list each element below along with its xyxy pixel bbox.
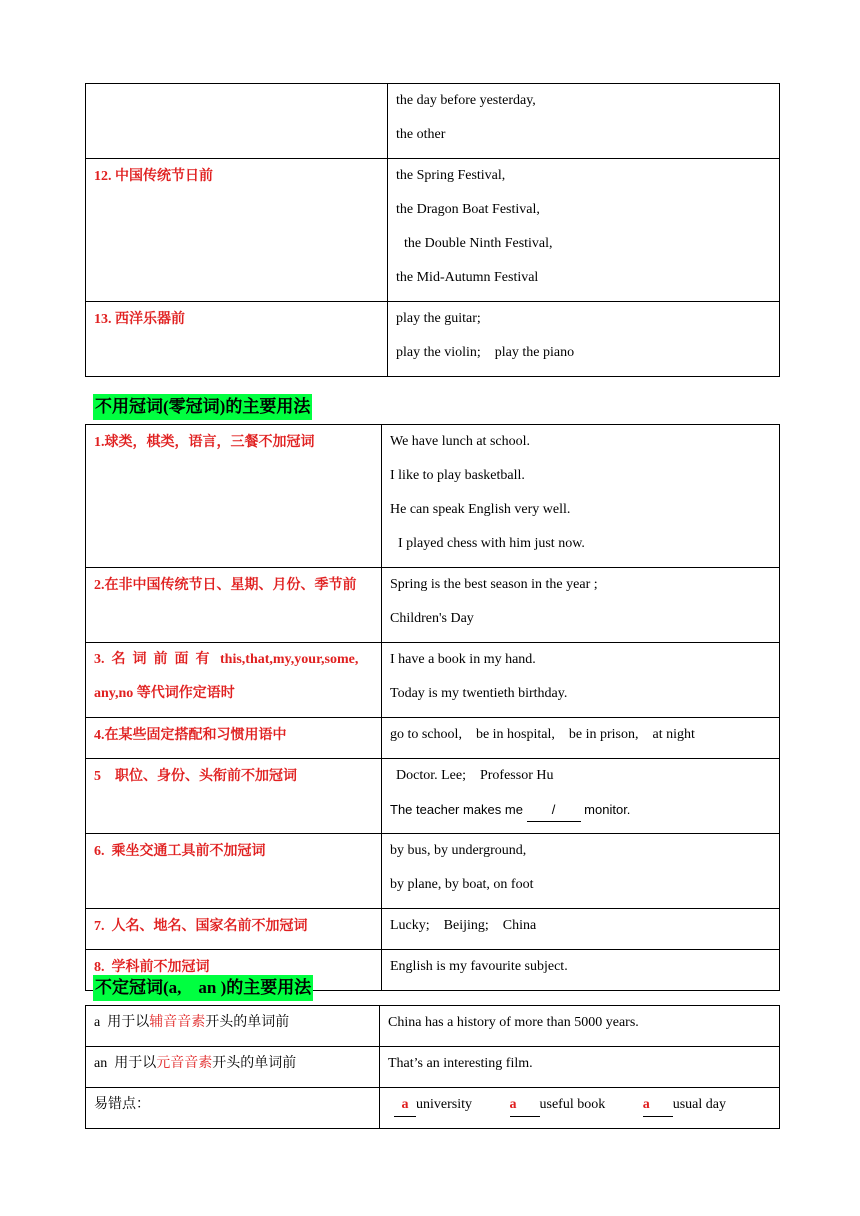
row-label: 1.球类，棋类，语言，三餐不加冠词 <box>86 425 382 568</box>
answer-blank: / <box>527 799 581 822</box>
example-line: Children's Day <box>390 611 474 626</box>
table-row <box>86 1006 780 1047</box>
row-examples <box>388 84 780 159</box>
row-label: 8. 学科前不加冠词 <box>86 950 382 991</box>
row-label <box>86 1088 380 1129</box>
example-line: the Dragon Boat Festival, <box>396 202 540 217</box>
row-label <box>86 643 382 718</box>
label-line: 3. 名 词 前 面 有 this,that,my,your,some, <box>94 652 359 667</box>
table-row <box>86 643 780 718</box>
table-row <box>86 84 780 159</box>
row-examples <box>380 1088 780 1129</box>
label-text: 开头的单词前 <box>212 1056 297 1071</box>
example-line: I like to play basketball. <box>390 468 525 483</box>
label-highlight: 元音音素 <box>156 1056 213 1071</box>
example-line: Today is my twentieth birthday. <box>390 686 568 701</box>
blank-word: useful book <box>539 1097 606 1112</box>
example-line: play the violin; play the piano <box>396 345 575 360</box>
example-line: We have lunch at school. <box>390 434 530 449</box>
row-examples <box>382 759 780 834</box>
label-line: any,no 等代词作定语时 <box>94 686 235 701</box>
row-label <box>86 84 388 159</box>
sentence-text: monitor. <box>580 802 631 817</box>
sentence-text: The teacher makes me <box>390 802 527 817</box>
table-articles-continued <box>85 83 780 377</box>
blank-item <box>510 1094 606 1117</box>
row-examples <box>382 643 780 718</box>
row-label <box>86 1047 380 1088</box>
example-line: the Mid-Autumn Festival <box>396 270 539 285</box>
example-line: play the guitar; <box>396 311 481 326</box>
row-examples <box>382 834 780 909</box>
example-line: I played chess with him just now. <box>398 536 585 551</box>
row-examples <box>382 425 780 568</box>
row-label: 4.在某些固定搭配和习惯用语中 <box>86 718 382 759</box>
example-line: He can speak English very well. <box>390 502 571 517</box>
label-text: 开头的单词前 <box>205 1015 290 1030</box>
example-line: China has a history of more than 5000 years. <box>388 1015 639 1030</box>
table-row <box>86 302 780 377</box>
example-line: go to school, be in hospital, be in prison, at night <box>390 727 695 742</box>
table-row <box>86 834 780 909</box>
table-indefinite-article <box>85 1005 780 1129</box>
row-label: 2.在非中国传统节日、星期、月份、季节前 <box>86 568 382 643</box>
section-heading-indefinite-article: 不定冠词(a, an )的主要用法 <box>93 975 313 1001</box>
table-row <box>86 1088 780 1129</box>
fill-blank-sentence <box>390 799 771 833</box>
row-examples <box>380 1047 780 1088</box>
row-label: 6. 乘坐交通工具前不加冠词 <box>86 834 382 909</box>
row-examples <box>382 950 780 991</box>
row-label: 7. 人名、地名、国家名前不加冠词 <box>86 909 382 950</box>
answer-blank: a <box>643 1094 673 1117</box>
answer-blank: a <box>510 1094 540 1117</box>
label-text: 易错点： <box>94 1097 150 1112</box>
answer-blank: a <box>394 1094 416 1117</box>
example-line: I have a book in my hand. <box>390 652 536 667</box>
blank-item <box>643 1094 726 1117</box>
example-line: That’s an interesting film. <box>388 1056 533 1071</box>
label-text: a 用于以 <box>94 1015 150 1030</box>
blank-word: usual day <box>672 1097 726 1112</box>
row-examples <box>380 1006 780 1047</box>
table-row <box>86 718 780 759</box>
table-row <box>86 909 780 950</box>
example-line: by plane, by boat, on foot <box>390 877 534 892</box>
label-highlight: 辅音音素 <box>149 1015 206 1030</box>
table-row <box>86 759 780 834</box>
example-line: the Double Ninth Festival, <box>404 236 553 251</box>
row-label: 13. 西洋乐器前 <box>86 302 388 377</box>
row-examples <box>382 568 780 643</box>
example-line: the day before yesterday, <box>396 93 536 108</box>
row-label: 12. 中国传统节日前 <box>86 159 388 302</box>
blank-item <box>394 1094 472 1117</box>
row-label <box>86 1006 380 1047</box>
section-heading-zero-article: 不用冠词(零冠词)的主要用法 <box>93 394 312 420</box>
blank-word: university <box>416 1097 472 1112</box>
table-row <box>86 568 780 643</box>
example-line: the other <box>396 127 446 142</box>
example-line: Lucky; Beijing; China <box>390 918 537 933</box>
example-line: English is my favourite subject. <box>390 959 568 974</box>
example-line: the Spring Festival, <box>396 168 506 183</box>
table-row <box>86 1047 780 1088</box>
row-examples <box>388 159 780 302</box>
table-row <box>86 159 780 302</box>
example-line: Doctor. Lee; Professor Hu <box>396 768 554 783</box>
label-text: an 用于以 <box>94 1056 157 1071</box>
row-label: 5 职位、身份、头衔前不加冠词 <box>86 759 382 834</box>
example-line: by bus, by underground, <box>390 843 527 858</box>
table-zero-article <box>85 424 780 991</box>
example-line: Spring is the best season in the year ; <box>390 577 598 592</box>
row-examples <box>388 302 780 377</box>
table-row <box>86 425 780 568</box>
row-examples <box>382 718 780 759</box>
row-examples <box>382 909 780 950</box>
